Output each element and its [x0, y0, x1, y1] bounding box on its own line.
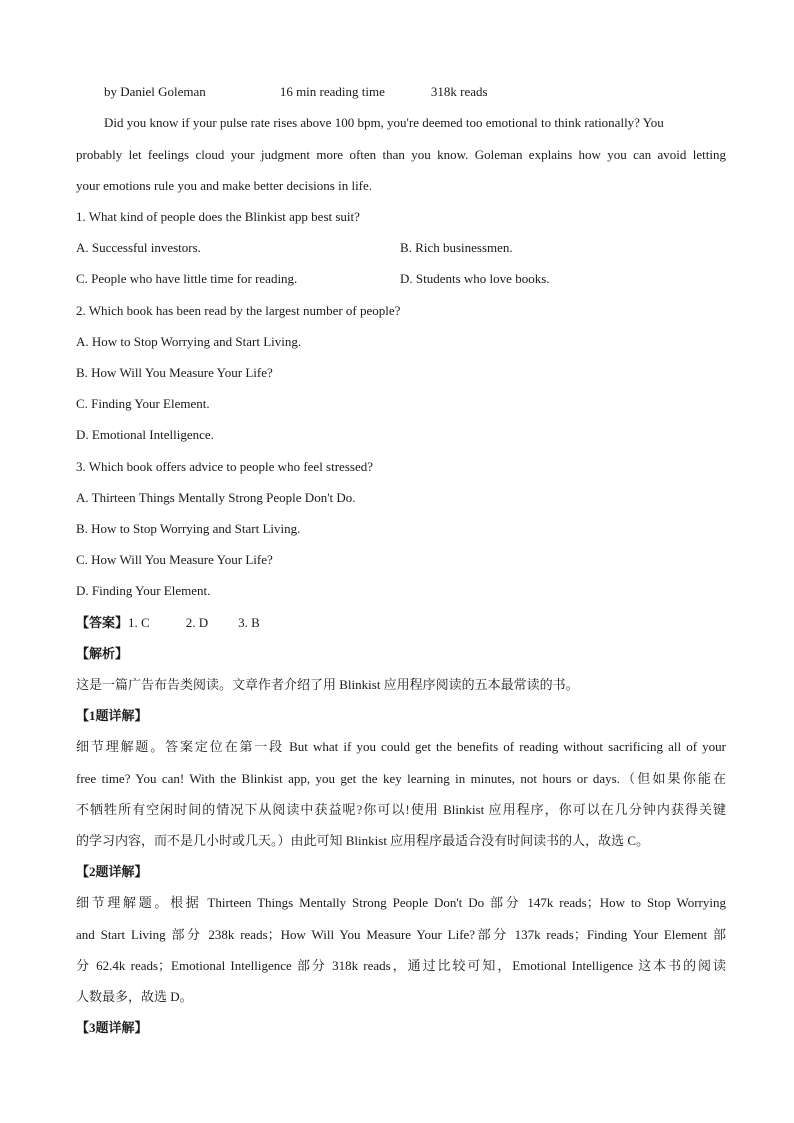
q2-option-d: D. Emotional Intelligence. [76, 427, 214, 442]
q1-options-row-1 [76, 240, 726, 256]
detail-3-label: 【3题详解】 [76, 1020, 148, 1035]
q2-option-a: A. How to Stop Worrying and Start Living. [76, 334, 302, 349]
detail-1-line-2: free time? You can! With the Blinkist app, you get the key learning in minutes, not hours or days.（但如果你能在 [76, 771, 726, 786]
paragraph-line-3: your emotions rule you and make better decisions in life. [76, 178, 373, 193]
book-meta-line [104, 84, 488, 100]
detail-2-label: 【2题详解】 [76, 864, 148, 879]
answer-label: 【答案】 [76, 615, 129, 630]
q3-option-b: B. How to Stop Worrying and Start Living. [76, 521, 301, 536]
detail-2-line-2: and Start Living 部分 238k reads；How Will You Measure Your Life?部分 137k reads；Finding Your Element 部 [76, 927, 726, 942]
answer-1: 1. C [128, 615, 150, 630]
question-3: 3. Which book offers advice to people who feel stressed? [76, 459, 373, 474]
analysis-intro: 这是一篇广告布告类阅读。文章作者介绍了用 Blinkist 应用程序阅读的五本最常读的书。 [76, 677, 579, 692]
detail-2-line-1: 细节理解题。根据 Thirteen Things Mentally Strong People Don't Do 部分 147k reads；How to Stop Worrying [76, 895, 726, 910]
q3-option-c: C. How Will You Measure Your Life? [76, 552, 273, 567]
book-author: by Daniel Goleman [104, 84, 206, 99]
question-2: 2. Which book has been read by the largest number of people? [76, 303, 401, 318]
q1-option-a: A. Successful investors. [76, 240, 201, 255]
q2-option-c: C. Finding Your Element. [76, 396, 210, 411]
paragraph-line-1: Did you know if your pulse rate rises above 100 bpm, you're deemed too emotional to think rationally? You [104, 115, 664, 130]
book-reading-time: 16 min reading time [279, 84, 385, 99]
q1-option-c: C. People who have little time for reading. [76, 271, 298, 286]
q1-option-b: B. Rich businessmen. [400, 240, 513, 255]
paragraph-line-2: probably let feelings cloud your judgment more often than you know. Goleman explains how you can avoid letting [76, 147, 726, 162]
q3-option-a: A. Thirteen Things Mentally Strong People Don't Do. [76, 490, 356, 505]
q2-option-b: B. How Will You Measure Your Life? [76, 365, 273, 380]
detail-1-line-4: 的学习内容，而不是几小时或几天。）由此可知 Blinkist 应用程序最适合没有时间读书的人，故选 C。 [76, 833, 650, 848]
detail-1-line-3: 不牺牲所有空闲时间的情况下从阅读中获益呢?你可以!使用 Blinkist 应用程序，你可以在几分钟内获得关键 [76, 802, 726, 817]
analysis-label: 【解析】 [76, 646, 129, 661]
detail-2-line-4: 人数最多，故选 D。 [76, 989, 193, 1004]
answer-2: 2. D [185, 615, 209, 630]
answer-line [76, 615, 260, 631]
q1-options-row-2 [76, 271, 726, 287]
detail-2-line-3: 分 62.4k reads；Emotional Intelligence 部分 318k reads，通过比较可知，Emotional Intelligence 这本书的阅读 [76, 958, 726, 973]
q3-option-d: D. Finding Your Element. [76, 583, 211, 598]
book-reads: 318k reads [430, 84, 488, 99]
q1-option-d: D. Students who love books. [400, 271, 550, 286]
detail-1-label: 【1题详解】 [76, 708, 148, 723]
answer-3: 3. B [238, 615, 260, 630]
question-1: 1. What kind of people does the Blinkist app best suit? [76, 209, 360, 224]
detail-1-line-1: 细节理解题。答案定位在第一段 But what if you could get the benefits of reading without sacrificing all of your [76, 739, 726, 754]
